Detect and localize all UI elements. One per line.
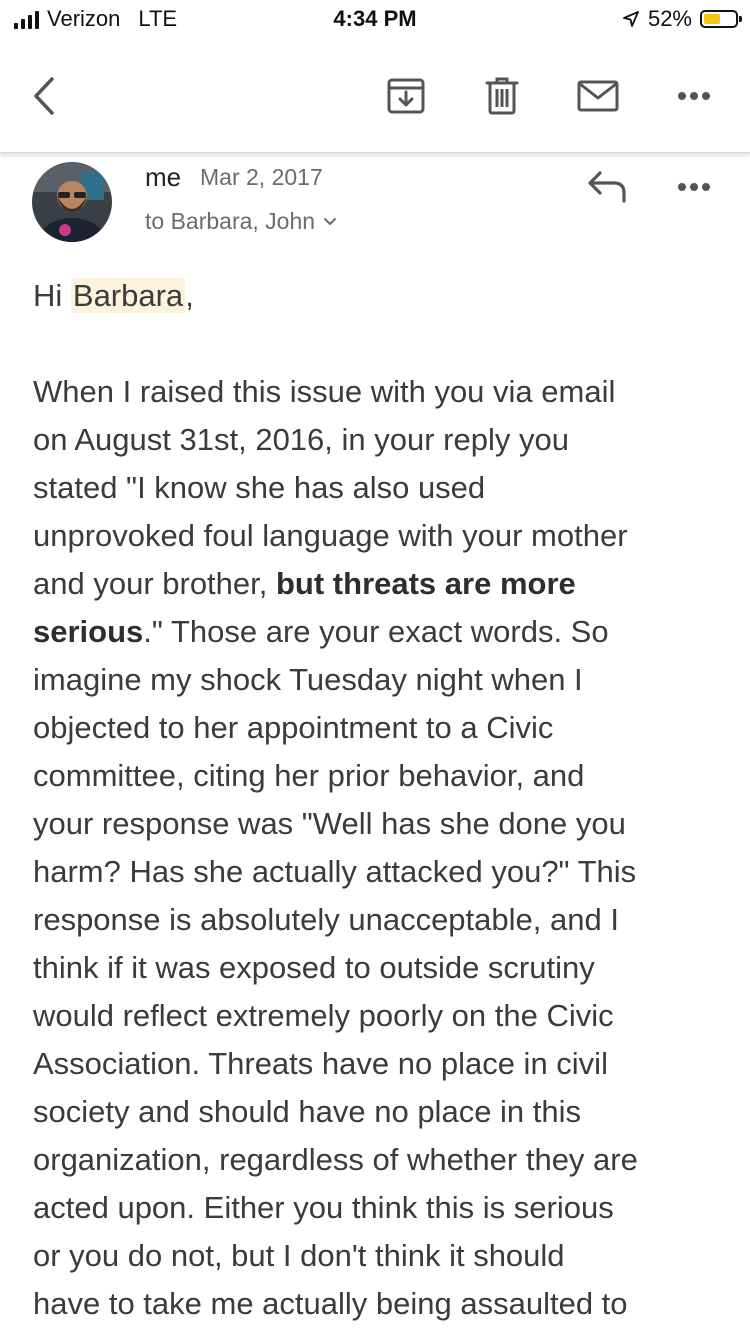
message-more-button[interactable] <box>672 167 716 207</box>
back-button[interactable] <box>22 74 66 118</box>
battery-level <box>704 14 720 24</box>
greeting-prefix: Hi <box>33 278 71 313</box>
chevron-down-icon <box>323 217 337 227</box>
more-icon <box>677 182 711 192</box>
body-bold-text: but threats are more <box>276 566 576 601</box>
archive-button[interactable] <box>384 74 428 118</box>
greeting-name-highlight: Barbara <box>72 278 184 313</box>
body-bold-text: serious <box>33 614 144 649</box>
network-type: LTE <box>138 6 178 31</box>
message-body <box>33 272 723 1328</box>
status-time: 4:34 PM <box>333 6 417 31</box>
reply-icon <box>586 169 630 205</box>
body-line: When I raised this issue with you via email <box>33 374 616 409</box>
body-line <box>33 560 723 608</box>
body-line: response is absolutely unacceptable, and I <box>33 902 619 937</box>
body-line: imagine my shock Tuesday night when I <box>33 662 583 697</box>
delete-button[interactable] <box>480 74 524 118</box>
location-arrow-icon <box>622 10 640 28</box>
body-line: your response was "Well has she done you <box>33 806 626 841</box>
body-line: would reflect extremely poorly on the Civic <box>33 998 614 1033</box>
body-line: have to take me actually being assaulted to <box>33 1286 628 1321</box>
body-text: and your brother, <box>33 566 276 601</box>
mail-icon <box>577 80 619 112</box>
reply-button[interactable] <box>586 169 630 205</box>
greeting-suffix: , <box>185 278 194 313</box>
avatar-photo-icon <box>32 162 112 242</box>
mark-unread-button[interactable] <box>576 74 620 118</box>
body-line: unprovoked foul language with your mother <box>33 518 628 553</box>
message-paragraph <box>33 368 723 1328</box>
sender-name: me <box>145 162 182 192</box>
body-line: Association. Threats have no place in civil <box>33 1046 608 1081</box>
message-header <box>0 155 750 265</box>
body-line: acted upon. Either you think this is serious <box>33 1190 614 1225</box>
greeting <box>33 272 723 320</box>
status-right <box>622 6 738 32</box>
recipients-toggle[interactable] <box>145 208 337 235</box>
recipients-text: to Barbara, John <box>145 208 316 234</box>
body-line: objected to her appointment to a Civic <box>33 710 554 745</box>
archive-icon <box>387 78 425 114</box>
body-line: think if it was exposed to outside scrutiny <box>33 950 595 985</box>
body-line: committee, citing her prior behavior, and <box>33 758 585 793</box>
message-date: Mar 2, 2017 <box>200 164 323 190</box>
more-icon <box>677 91 711 101</box>
body-line: organization, regardless of whether they are <box>33 1142 638 1177</box>
body-line: harm? Has she actually attacked you?" This <box>33 854 637 889</box>
battery-percent: 52% <box>647 6 692 31</box>
message-toolbar <box>0 40 750 153</box>
more-options-button[interactable] <box>672 74 716 118</box>
body-line: on August 31st, 2016, in your reply you <box>33 422 569 457</box>
trash-icon <box>485 76 519 116</box>
body-line <box>33 608 723 656</box>
battery-icon <box>700 10 738 28</box>
body-line: stated "I know she has also used <box>33 470 486 505</box>
status-bar <box>0 0 750 40</box>
avatar[interactable] <box>32 162 112 242</box>
back-chevron-icon <box>30 76 58 116</box>
body-line: society and should have no place in this <box>33 1094 582 1129</box>
carrier-name: Verizon <box>47 6 121 31</box>
body-text: ." Those are your exact words. So <box>143 614 609 649</box>
body-line: or you do not, but I don't think it should <box>33 1238 565 1273</box>
